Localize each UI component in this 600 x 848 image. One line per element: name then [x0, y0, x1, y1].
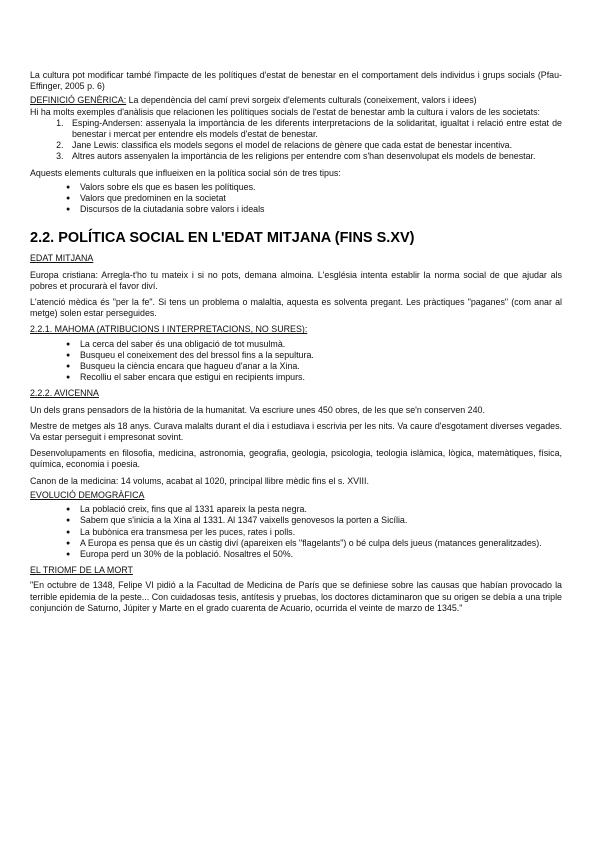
section-heading: 2.2. POLÍTICA SOCIAL EN L'EDAT MITJANA (FINS S.XV)	[30, 230, 415, 247]
avicenna-paragraph-1: Un dels grans pensadors de la història de la humanitat. Va escriure unes 450 obres, de les que se'n conserven 240.	[30, 404, 485, 415]
elements-list	[30, 182, 562, 216]
demografia-list	[30, 504, 562, 560]
definition-label: DEFINICIÓ GENÈRICA:	[30, 95, 127, 106]
list-item: ● La població creix, fins que al 1331 apareix la pesta negra.	[66, 504, 562, 515]
avicenna-paragraph-2: Mestre de metges als 18 anys. Curava malalts durant el dia i estudiava i escrivia per les nits. Va caure d'esgotament diverses vegades. Va estar perseguit i empresonat sovint.	[30, 420, 562, 443]
list-item: 3. Altres autors assenyalen la importància de les religions per entendre com s'han desenvolupat els models de benestar.	[66, 151, 562, 162]
mahoma-list	[30, 339, 562, 384]
list-item: ● Sabem que s'inicia a la Xina al 1331. Al 1347 vaixells genovesos la porten a Sicília.	[66, 515, 562, 526]
elements-intro: Aquests elements culturals que influeixen en la política social són de tres tipus:	[30, 167, 341, 178]
list-item: ● La cerca del saber és una obligació de tot musulmà.	[66, 339, 562, 350]
list-item: 2. Jane Lewis: classifica els models segons el model de relacions de gènere que cada estat de benestar incentiva.	[66, 140, 562, 151]
examples-intro: Hi ha molts exemples d'anàlisis que relacionen les polítiques socials de l'estat de benestar amb la cultura i valors de les societats:	[30, 106, 541, 117]
avicenna-title: 2.2.2. AVICENNA	[30, 388, 99, 399]
list-item: ● Europa perd un 30% de la població. Nosaltres el 50%.	[66, 549, 562, 560]
edat-mitjana-paragraph-2: L'atenció mèdica és "per la fe". Si tens un problema o malaltia, aquesta es solventa pregant. Les pràctiques "paganes" (com anar al metge) solen estar perseguides.	[30, 297, 562, 319]
examples-list	[30, 118, 562, 163]
mahoma-title: 2.2.1. MAHOMA (ATRIBUCIONS I INTERPRETACIONS, NO SURES):	[30, 324, 308, 335]
list-item: ● Valors sobre els que es basen les polítiques.	[66, 182, 562, 193]
triomf-title: EL TRIOMF DE LA MORT	[30, 565, 133, 576]
list-item: ● Busqueu el coneixement des del bressol fins a la sepultura.	[66, 350, 562, 361]
avicenna-paragraph-3: Desenvolupaments en filosofia, medicina, astronomia, geografia, geologia, psicologia, teologia islàmica, lògica, matemàtiques, física, química, economia i poesia.	[30, 448, 562, 470]
list-item: ● Valors que predominen en la societat	[66, 193, 562, 204]
list-item: ● La bubònica era transmesa per les puces, rates i polls.	[66, 527, 562, 538]
list-item: ● Discursos de la ciutadania sobre valors i ideals	[66, 204, 562, 215]
list-item: 1. Esping-Andersen: assenyala la importància de les diferents interpretacions de la solidaritat, igualtat i relació entre estat de benestar i mercat per entendre els models d'estat de benestar.	[66, 118, 562, 140]
intro-paragraph: La cultura pot modificar també l'impacte de les polítiques d'estat de benestar en el comportament dels individus i grups socials (Pfau-Effinger, 2005 p. 6)	[30, 70, 562, 92]
list-item: ● Recolliu el saber encara que estigui en recipients impurs.	[66, 372, 562, 383]
avicenna-paragraph-4: Canon de la medicina: 14 volums, acabat al 1020, principal llibre mèdic fins el s. XVIII.	[30, 475, 369, 486]
demografia-title: EVOLUCIÓ DEMOGRÀFICA	[30, 489, 145, 500]
definition-paragraph	[30, 95, 562, 106]
edat-mitjana-paragraph-1: Europa cristiana: Arregla-t'ho tu mateix i si no pots, demana almoina. L'església intenta establir la norma social de que ajudar als pobres et procurarà el favor diví.	[30, 269, 562, 291]
document-page	[30, 70, 562, 614]
triomf-quote: "En octubre de 1348, Felipe VI pidió a la Facultad de Medicina de París que se definiese sobre las causas que habían provocado la terrible epidemia de la peste... Con cuidadosas tesis, antítesis y pruebas, los doctores dictaminaron que su origen se debía a una triple conjunción de Saturno, Júpiter y Marte en el grado cuarenta de Acuario, ocurrida el veinte de marzo de 1345."	[30, 580, 562, 613]
list-item: ● A Europa es pensa que és un càstig diví (apareixen els "flagelants") o bé culpa dels jueus (matances generalitzades).	[66, 538, 562, 549]
definition-text: La dependència del camí previ sorgeix d'elements culturals (coneixement, valors i idees)	[126, 95, 477, 106]
list-item: ● Busqueu la ciència encara que hagueu d'anar a la Xina.	[66, 361, 562, 372]
edat-mitjana-title: EDAT MITJANA	[30, 253, 94, 264]
